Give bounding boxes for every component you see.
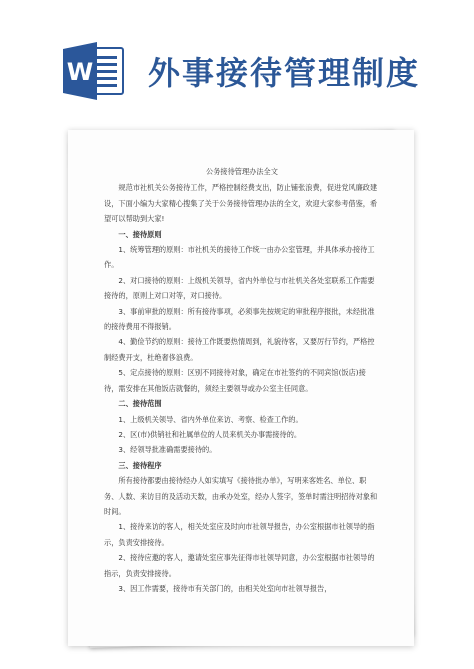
- paragraph: 1、统筹管理的原则：市社机关的接待工作统一由办公室管理，并具体承办接待工作。: [104, 245, 375, 270]
- word-icon-letter: W: [66, 58, 94, 86]
- paragraph: 2、对口接待的原则：上级机关领导，省内外单位与市社机关各处室联系工作需要接待的，原则上对口对等，对口接待。: [104, 275, 375, 301]
- document-subtitle: 公务接待管理办法全文: [206, 167, 278, 176]
- paragraph: 3、事前审批的原则：所有接待事项，必须事先按规定的审批程序报批，未经批准的接待费用不得报销。: [104, 306, 375, 332]
- paragraph: 4、勤俭节约的原则：接待工作既要热情周到，礼貌待客，又要厉行节约，严格控制经费开支，杜绝奢侈浪费。: [104, 337, 375, 362]
- document-title: 外事接待管理制度: [148, 54, 421, 92]
- intro-paragraph: 规范市社机关公务接待工作，严格控制经费支出，防止铺张浪费，促进党风廉政建设，下面小编为大家精心搜集了关于公务接待管理办法的全文，欢迎大家参考借鉴，希望可以帮助到大家!: [104, 183, 378, 224]
- section-heading-scope: 二、接待范围: [118, 399, 162, 409]
- paragraph: 5、定点接待的原则：区别不同接待对象，确定在市社签约的不同宾馆(饭店)接待，需安排在其他饭店就餐的，须经主要领导或办公室主任同意。: [104, 368, 366, 393]
- paragraph: 2、接待应邀的客人，邀请处室应事先征得市社领导同意，办公室根据市社领导的指示，负责安排接待。: [104, 553, 375, 578]
- paragraph: 1、接待来访的客人，相关处室应及时向市社领导报告，办公室根据市社领导的指示，负责安排接待。: [104, 522, 375, 547]
- section-heading-procedure: 三、接待程序: [118, 460, 162, 470]
- paragraph: 3、经领导批准确需要接待的。: [118, 445, 217, 455]
- paragraph: 所有接待都要由接待经办人如实填写《接待批办单》，写明来客姓名、单位、职务、人数、来访目的及活动天数，由承办处室，经办人签字，签单时需注明招待对象和时间。: [104, 476, 378, 516]
- paragraph: 1、上级机关领导、省内外单位来访、考察、检查工作的。: [118, 414, 303, 424]
- header-banner: [0, 0, 474, 128]
- document-content: [104, 164, 380, 596]
- document-page: [68, 130, 414, 646]
- section-heading-principles: 一、接待原则: [118, 229, 162, 239]
- word-document-icon: [63, 42, 125, 100]
- paragraph: 2、区(市)供销社和社属单位的人员来机关办事需接待的。: [118, 429, 302, 439]
- paragraph: 3、因工作需要，接待市有关部门的，由相关处室向市社领导报告，: [118, 583, 332, 593]
